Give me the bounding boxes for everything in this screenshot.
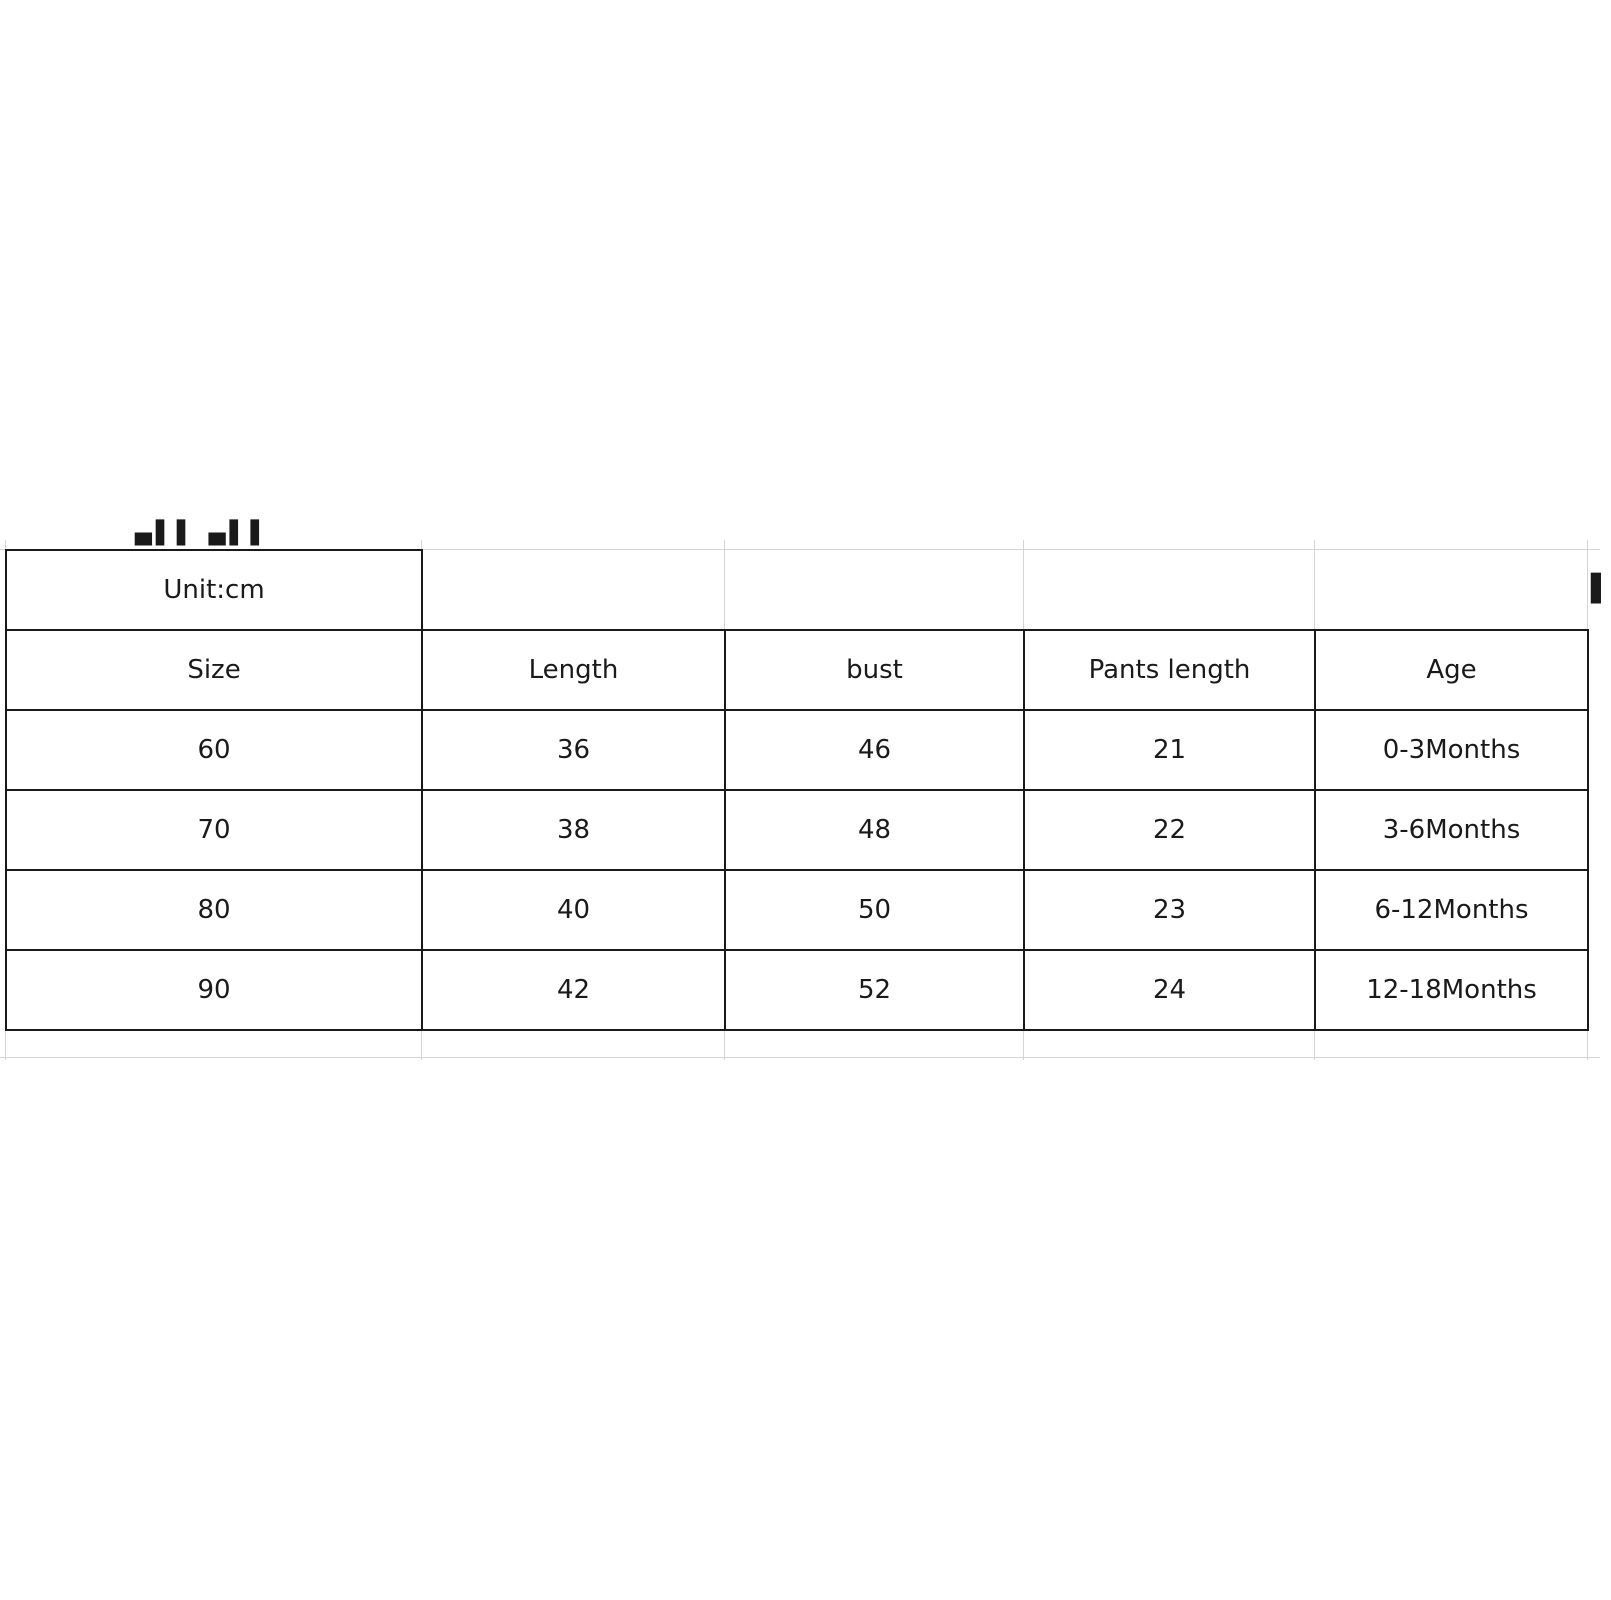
cell-size: 90 <box>6 950 422 1030</box>
gridline <box>0 1057 1600 1058</box>
empty-cell <box>1024 550 1315 630</box>
cell-size: 80 <box>6 870 422 950</box>
column-header-bust: bust <box>725 630 1024 710</box>
cell-length: 40 <box>422 870 725 950</box>
size-chart-table <box>5 549 1589 1031</box>
unit-row <box>6 550 1588 630</box>
cell-pants-length: 24 <box>1024 950 1315 1030</box>
column-header-age: Age <box>1315 630 1588 710</box>
column-header-size: Size <box>6 630 422 710</box>
cell-bust: 46 <box>725 710 1024 790</box>
cell-age: 3-6Months <box>1315 790 1588 870</box>
cell-size: 60 <box>6 710 422 790</box>
cell-pants-length: 21 <box>1024 710 1315 790</box>
column-header-pants-length: Pants length <box>1024 630 1315 710</box>
cell-age: 0-3Months <box>1315 710 1588 790</box>
cell-length: 38 <box>422 790 725 870</box>
cell-pants-length: 23 <box>1024 870 1315 950</box>
cell-bust: 48 <box>725 790 1024 870</box>
table-row <box>6 950 1588 1030</box>
cell-bust: 52 <box>725 950 1024 1030</box>
unit-label: Unit:cm <box>6 550 422 630</box>
cell-age: 12-18Months <box>1315 950 1588 1030</box>
cell-length: 36 <box>422 710 725 790</box>
cell-length: 42 <box>422 950 725 1030</box>
empty-cell <box>1315 550 1588 630</box>
clipped-edge-glyph: ▌ <box>1591 574 1611 604</box>
empty-cell <box>725 550 1024 630</box>
clipped-text-fragment: ▄▌▌ ▄▌▌ <box>135 521 272 546</box>
cell-pants-length: 22 <box>1024 790 1315 870</box>
cell-age: 6-12Months <box>1315 870 1588 950</box>
column-header-length: Length <box>422 630 725 710</box>
empty-cell <box>422 550 725 630</box>
cell-bust: 50 <box>725 870 1024 950</box>
header-row <box>6 630 1588 710</box>
table-row <box>6 790 1588 870</box>
cell-size: 70 <box>6 790 422 870</box>
table-row <box>6 710 1588 790</box>
table-row <box>6 870 1588 950</box>
